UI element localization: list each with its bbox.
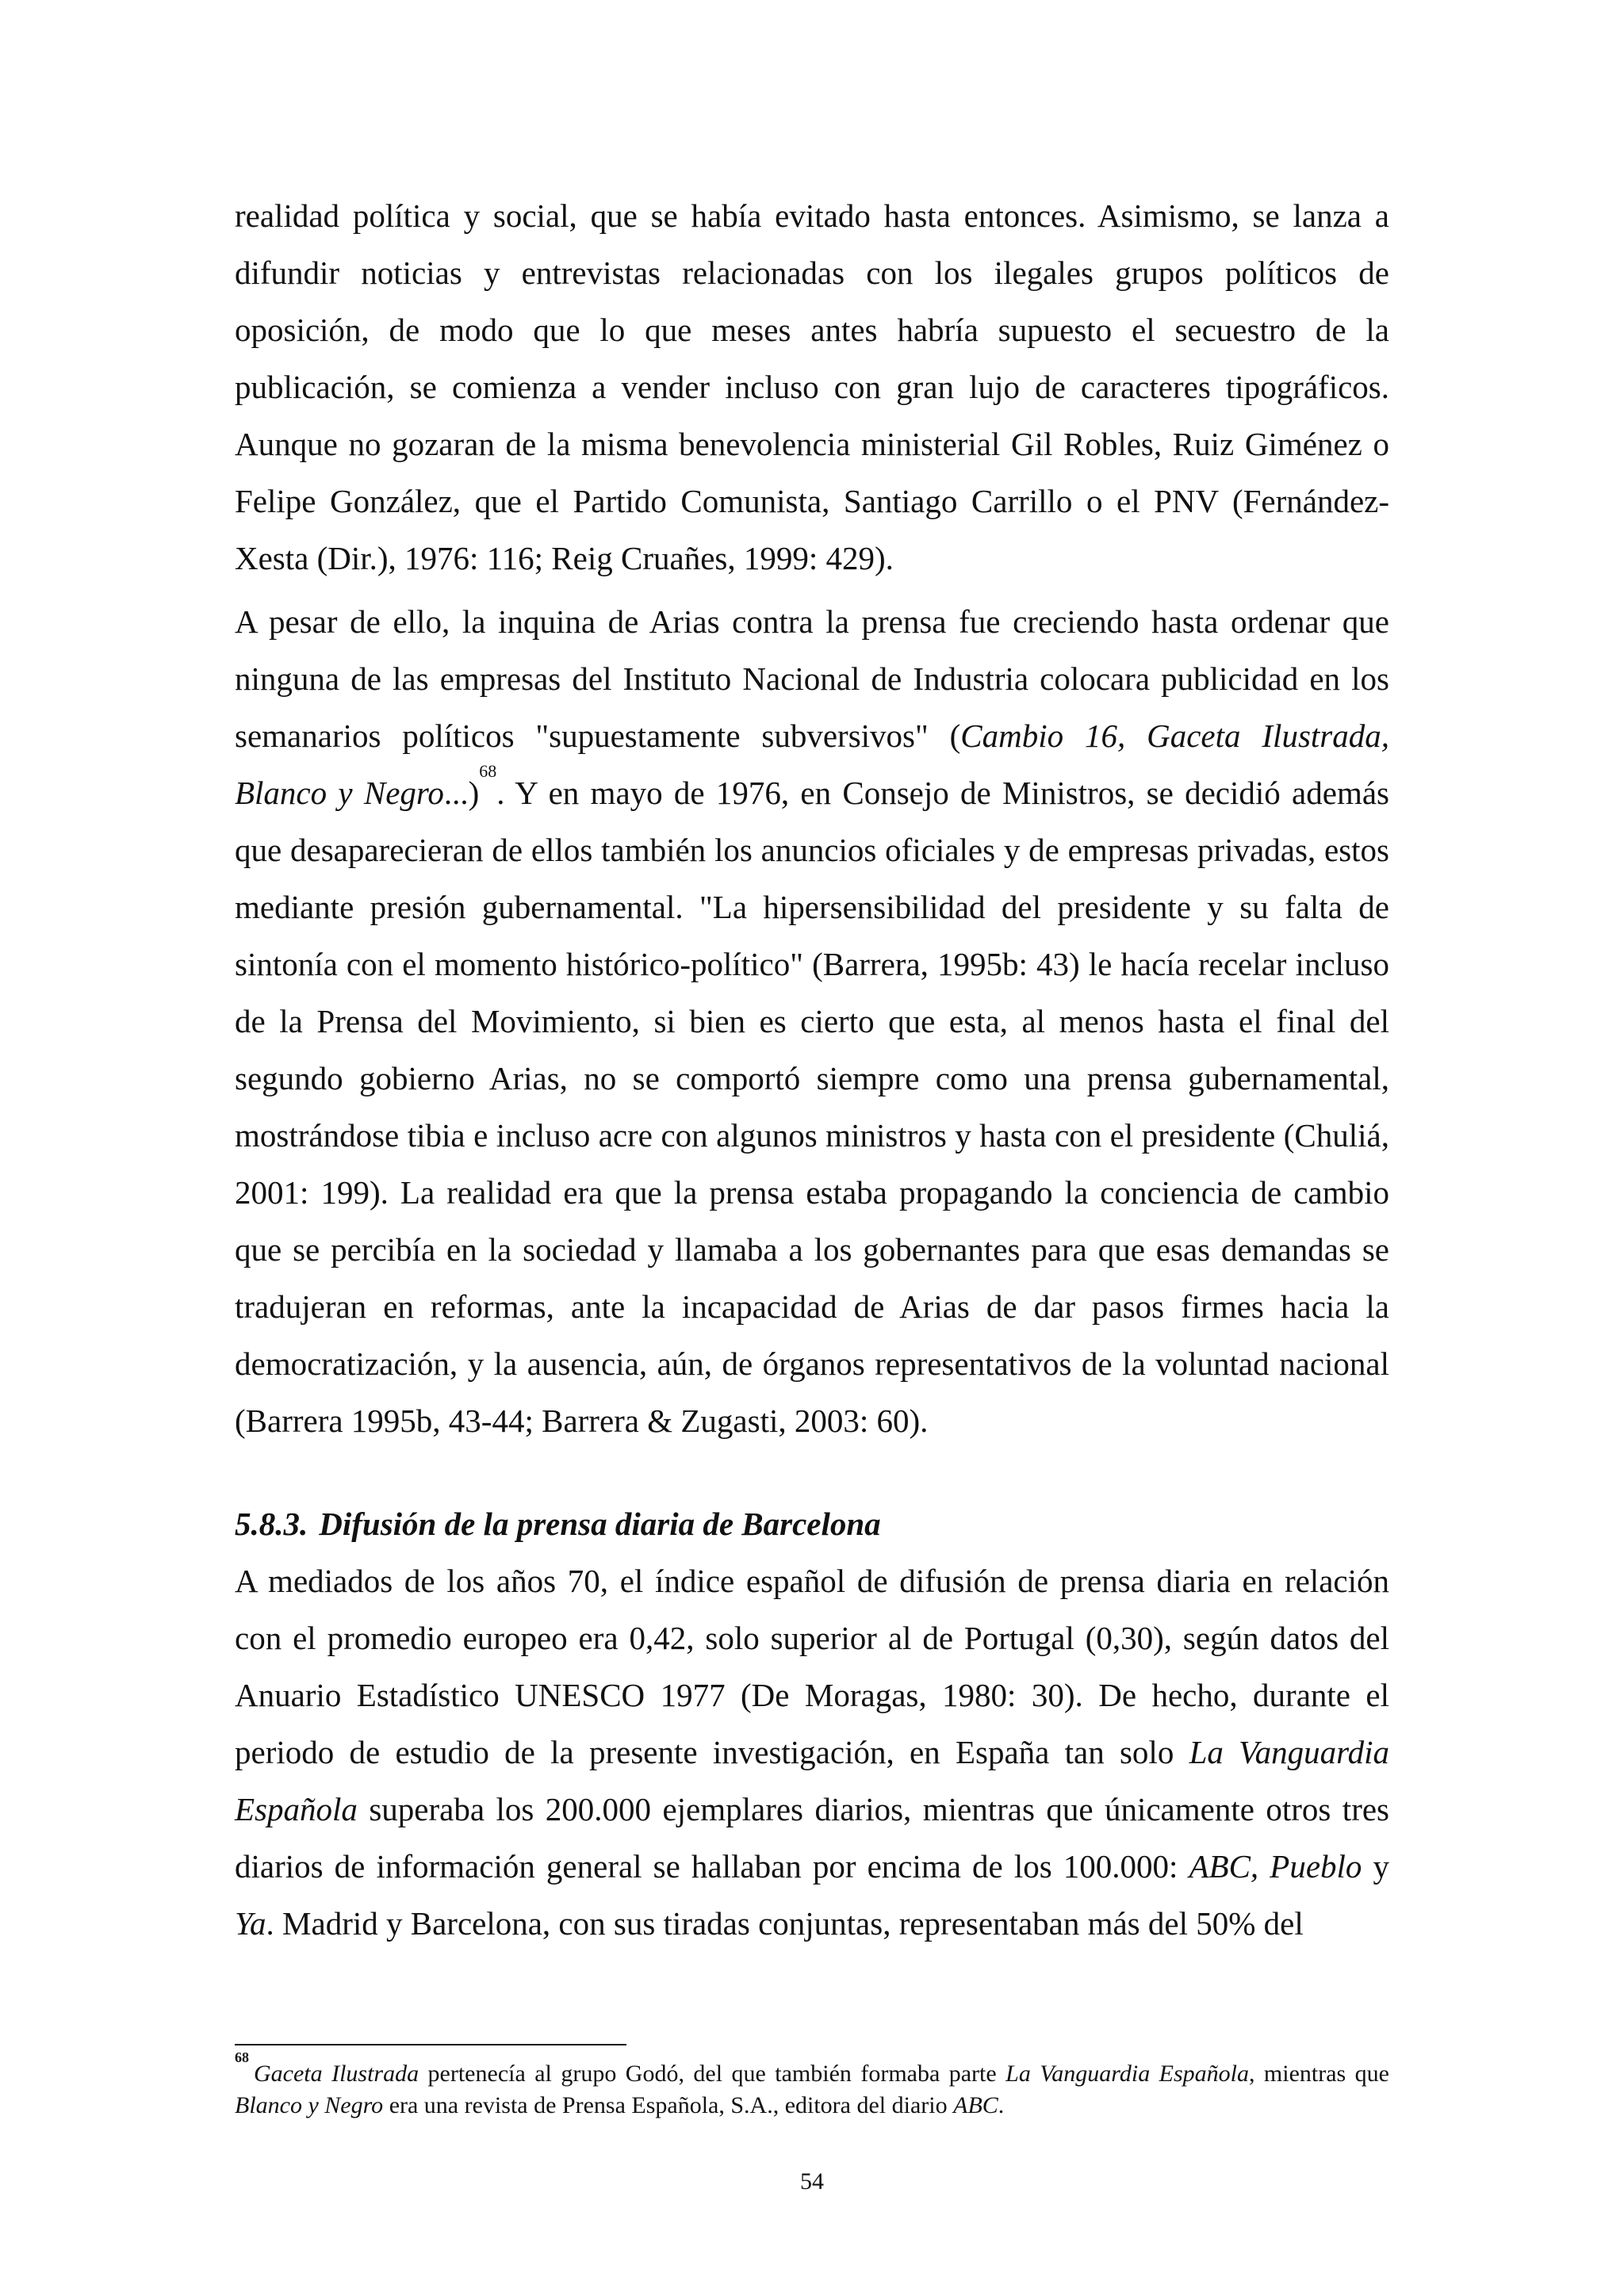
- italic-text: La Vanguardia Española: [235, 1734, 1389, 1827]
- paragraph-text: A mediados de los años 70, el índice español de difusión de prensa diaria en relación con el promedio europeo era 0,42, solo superior al de Portugal (0,30), según datos del Anuario Estadístico UNESCO 1977 (De Moragas, 1980: 30). De hecho, durante el periodo de estudio de la presente investigación, en España tan solo: [235, 1563, 1389, 1770]
- paragraph: [235, 593, 1389, 1449]
- paragraph-text: . Madrid y Barcelona, con sus tiradas conjuntas, representaban más del 50% del: [266, 1905, 1304, 1942]
- paragraph-text: y: [1362, 1848, 1389, 1885]
- italic-text: La Vanguardia Española: [1005, 2061, 1249, 2087]
- italic-text: ABC, Pueblo: [1189, 1848, 1362, 1885]
- italic-text: Cambio 16, Gaceta Ilustrada, Blanco y Negro: [235, 718, 1389, 811]
- paragraph: [235, 1552, 1389, 1952]
- italic-text: Gaceta Ilustrada: [254, 2061, 419, 2087]
- section-title: Difusión de la prensa diaria de Barcelona: [319, 1506, 881, 1542]
- footnote-text: era una revista de Prensa Española, S.A., editora del diario: [383, 2092, 954, 2118]
- paragraph-text: . Y en mayo de 1976, en Consejo de Ministros, se decidió además que desaparecieran de ellos también los anuncios oficiales y de empresas privadas, estos mediante presión gubernamental. "La hipersensibilidad del presidente y su falta de sintonía con el momento histórico-político" (Barrera, 1995b: 43) le hacía recelar incluso de la Prensa del Movimiento, si bien es cierto que esta, al menos hasta el final del segundo gobierno Arias, no se comportó siempre como una prensa gubernamental, mostrándose tibia e incluso acre con algunos ministros y hasta con el presidente (Chuliá, 2001: 199). La realidad era que la prensa estaba propagando la conciencia de cambio que se percibía en la sociedad y llamaba a los gobernantes para que esas demandas se tradujeran en reformas, ante la incapacidad de Arias de dar pasos firmes hacia la democratización, y la ausencia, aún, de órganos representativos de la voluntad nacional (Barrera 1995b, 43-44; Barrera & Zugasti, 2003: 60).: [235, 775, 1389, 1439]
- page-body: [235, 187, 1389, 1952]
- paragraph-text: ...): [443, 775, 480, 811]
- paragraph: realidad política y social, que se había evitado hasta entonces. Asimismo, se lanza a difundir noticias y entrevistas relacionadas con los ilegales grupos políticos de oposición, de modo que lo que meses antes habría supuesto el secuestro de la publicación, se comienza a vender incluso con gran lujo de caracteres tipográficos. Aunque no gozaran de la misma benevolencia ministerial Gil Robles, Ruiz Giménez o Felipe González, que el Partido Comunista, Santiago Carrillo o el PNV (Fernández-Xesta (Dir.), 1976: 116; Reig Cruañes, 1999: 429).: [235, 197, 1389, 576]
- italic-text: ABC: [953, 2092, 998, 2118]
- footnotes: [235, 2049, 1390, 2122]
- footnote-text: , mientras que: [1248, 2061, 1390, 2087]
- footnote-divider: [235, 2044, 626, 2045]
- section-number: 5.8.3.: [235, 1506, 308, 1542]
- footnote-number: 68: [235, 2049, 249, 2065]
- italic-text: Ya: [235, 1905, 266, 1942]
- italic-text: Blanco y Negro: [235, 2092, 384, 2118]
- page-number: 54: [800, 2168, 824, 2195]
- footnote: [235, 2049, 1390, 2122]
- section-heading: [235, 1495, 1389, 1552]
- footnote-reference[interactable]: 68: [479, 761, 497, 782]
- footnote-text: .: [998, 2092, 1005, 2118]
- paragraph-text: A pesar de ello, la inquina de Arias contra la prensa fue creciendo hasta ordenar que ninguna de las empresas del Instituto Nacional de Industria colocara publicidad en los semanarios políticos "supuestamente subversivos" (: [235, 603, 1389, 754]
- paragraph-text: superaba los 200.000 ejemplares diarios, mientras que únicamente otros tres diarios de información general se hallaban por encima de los 100.000:: [235, 1791, 1389, 1885]
- footnote-text: pertenecía al grupo Godó, del que también formaba parte: [419, 2061, 1006, 2087]
